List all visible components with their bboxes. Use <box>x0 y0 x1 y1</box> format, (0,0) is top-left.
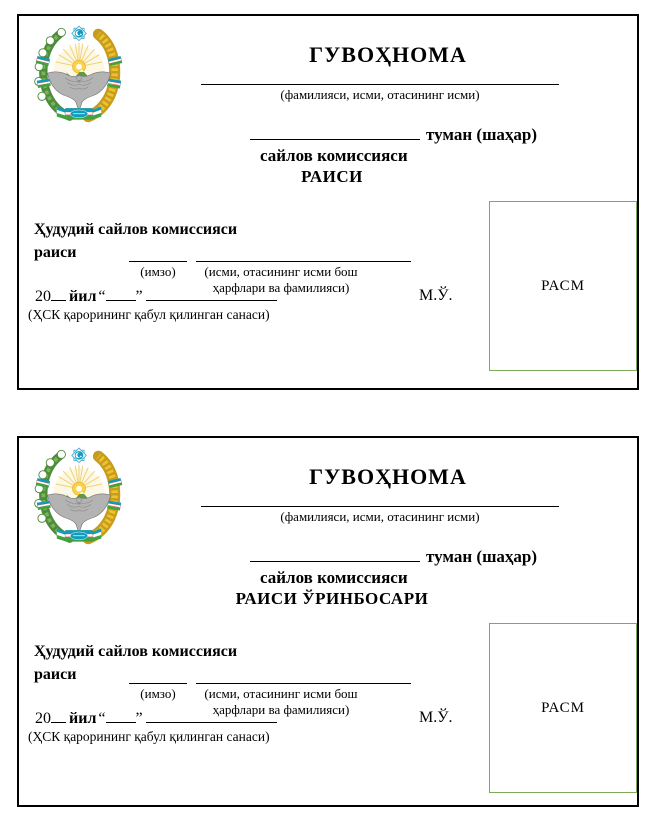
signer-name-caption-line1: (исми, отасининг исми бош <box>204 686 358 701</box>
holder-name-caption: (фамилияси, исми, отасининг исми) <box>280 509 480 524</box>
signature-blank-line <box>129 247 187 262</box>
signature-blank-line <box>129 669 187 684</box>
signer-name-blank-line <box>196 669 411 684</box>
certificate-title: ГУВОҲНОМА <box>309 42 467 67</box>
close-quote: ” <box>135 710 143 727</box>
signature-caption: (имзо) <box>140 686 176 701</box>
district-blank-line <box>250 125 420 140</box>
month-blank-line <box>146 709 277 723</box>
issuer-line-2: раиси <box>34 666 77 683</box>
role-title: РАИСИ <box>301 167 363 186</box>
issuer-line-2: раиси <box>34 244 77 261</box>
photo-box <box>489 201 637 371</box>
holder-name-blank-line <box>201 66 559 85</box>
district-blank-line <box>250 547 420 562</box>
district-suffix: туман (шаҳар) <box>426 125 538 144</box>
seal-place-label: М.Ў. <box>419 709 453 726</box>
certificate-card-chairman <box>17 14 639 390</box>
signer-name-caption-line1: (исми, отасининг исми бош <box>204 264 358 279</box>
commission-line: сайлов комиссияси <box>260 568 408 587</box>
year-blank-line <box>51 287 66 301</box>
signature-caption: (имзо) <box>140 264 176 279</box>
seal-place-label: М.Ў. <box>419 287 453 304</box>
commission-line: сайлов комиссияси <box>260 146 408 165</box>
holder-name-caption: (фамилияси, исми, отасининг исми) <box>280 87 480 102</box>
open-quote: “ <box>98 710 106 727</box>
uzbekistan-state-emblem-icon <box>32 25 126 125</box>
close-quote: ” <box>135 288 143 305</box>
district-suffix: туман (шаҳар) <box>426 547 538 566</box>
photo-label: РАСМ <box>541 277 585 294</box>
district-row <box>250 125 537 145</box>
uzbekistan-state-emblem-icon <box>32 447 126 547</box>
open-quote: “ <box>98 288 106 305</box>
holder-name-blank-line <box>201 488 559 507</box>
issuer-line-1: Ҳудудий сайлов комиссияси <box>34 221 238 238</box>
photo-label: РАСМ <box>541 699 585 716</box>
year-word: йил <box>69 710 97 727</box>
district-row <box>250 547 537 567</box>
certificate-title: ГУВОҲНОМА <box>309 464 467 489</box>
signer-name-caption-line2: ҳарфлари ва фамилияси) <box>212 702 350 717</box>
date-row <box>35 287 277 306</box>
date-row <box>35 709 277 728</box>
year-word: йил <box>69 288 97 305</box>
date-year-prefix: 20 <box>35 710 51 727</box>
signer-name-caption-line2: ҳарфлари ва фамилияси) <box>212 280 350 295</box>
date-caption: (ҲСК қарорининг қабул қилинган санаси) <box>28 729 270 744</box>
signer-name-blank-line <box>196 247 411 262</box>
issuer-line-1: Ҳудудий сайлов комиссияси <box>34 643 238 660</box>
year-blank-line <box>51 709 66 723</box>
day-blank-line <box>106 287 136 301</box>
certificate-card-deputy-chairman <box>17 436 639 807</box>
photo-box <box>489 623 637 793</box>
date-year-prefix: 20 <box>35 288 51 305</box>
date-caption: (ҲСК қарорининг қабул қилинган санаси) <box>28 307 270 322</box>
month-blank-line <box>146 287 277 301</box>
role-title: РАИСИ ЎРИНБОСАРИ <box>235 589 429 608</box>
day-blank-line <box>106 709 136 723</box>
